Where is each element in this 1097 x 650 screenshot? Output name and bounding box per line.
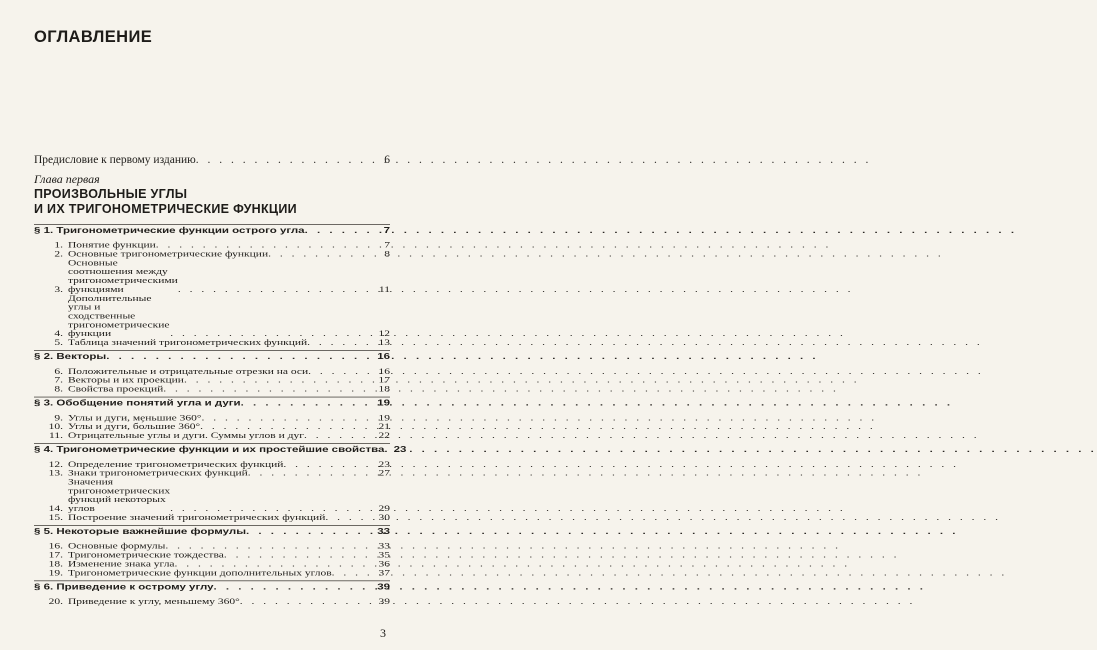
item-page: 30 [378, 513, 390, 523]
leader-dots [163, 385, 374, 394]
item-number: 16. [48, 542, 63, 551]
item-number: 7. [54, 376, 63, 385]
toc-section [34, 443, 407, 525]
chapter-title-line-2: И ИХ ТРИГОНОМЕТРИЧЕСКИЕ ФУНКЦИИ [34, 202, 297, 216]
toc-item [34, 250, 390, 259]
leader-dots [165, 542, 374, 551]
leader-dots [332, 569, 374, 578]
section-heading [34, 226, 390, 236]
toc-item [34, 294, 390, 338]
toc-item [34, 513, 390, 522]
leader-dots [224, 551, 374, 560]
section-title: § 3. Обобщение понятий угла и дуги [34, 398, 241, 408]
item-title: Основные тригонометрические функции [68, 249, 269, 259]
leader-dots [268, 250, 374, 259]
leader-dots [308, 367, 374, 376]
item-page: 29 [378, 504, 390, 514]
page-title: ОГЛАВЛЕНИЕ [34, 28, 153, 46]
item-page: 17 [378, 376, 390, 385]
leader-dots [304, 431, 374, 440]
item-title: Положительные и отрицательные отрезки на оси [68, 367, 309, 377]
toc-item [34, 551, 390, 560]
item-page: 21 [378, 422, 390, 432]
leader-dots [200, 423, 374, 432]
section-page: 33 [377, 527, 390, 537]
leader-dots [325, 513, 374, 522]
item-number: 9. [54, 413, 63, 423]
item-number: 11. [49, 431, 63, 441]
toc-item [34, 241, 390, 250]
table-of-contents [34, 224, 407, 609]
item-number: 20. [48, 597, 63, 607]
toc-section [34, 350, 390, 396]
preface-entry [34, 154, 390, 166]
item-title: Знаки тригонометрических функций [68, 469, 248, 478]
toc-item [34, 597, 390, 606]
section-page: 39 [377, 582, 390, 592]
item-page: 7 [384, 240, 390, 250]
leader-dots [175, 560, 374, 569]
section-page: 7 [383, 226, 390, 236]
item-number: 19. [48, 568, 63, 578]
item-title: Значения тригонометрических функций некоторых углов [68, 477, 171, 514]
item-title: Дополнительные углы и сходственные тригонометрические функции [68, 294, 170, 339]
preface-title: Предисловие к первому изданию [34, 154, 196, 166]
item-number: 13. [48, 469, 63, 478]
item-page: 11 [378, 285, 390, 295]
page-number: 3 [380, 626, 386, 640]
item-number: 14. [48, 504, 63, 514]
section-heading [34, 445, 407, 455]
leader-dots [170, 504, 374, 513]
toc-item [34, 367, 390, 376]
item-title: Таблица значений тригонометрических функций [68, 338, 308, 348]
section-heading [34, 399, 390, 409]
item-page: 8 [384, 249, 390, 259]
section-title: § 2. Векторы [34, 352, 107, 362]
toc-item [34, 542, 390, 551]
item-page: 19 [378, 413, 390, 423]
item-number: 6. [54, 367, 63, 377]
toc-item [34, 423, 390, 432]
item-title: Отрицательные углы и дуги. Суммы углов и дуг [68, 431, 304, 441]
toc-item [34, 560, 390, 569]
toc-section [34, 525, 390, 580]
chapter-title-line-1: ПРОИЗВОЛЬНЫЕ УГЛЫ [34, 187, 188, 201]
item-title: Понятие функции [68, 240, 156, 250]
item-page: 36 [378, 559, 390, 569]
toc-section [34, 397, 390, 443]
item-page: 35 [378, 550, 390, 560]
item-title: Свойства проекций [68, 384, 164, 394]
item-title: Тригонометрические функции дополнительных углов [68, 568, 332, 578]
section-heading [34, 583, 390, 593]
item-number: 4. [54, 329, 63, 339]
item-number: 8. [54, 384, 63, 394]
toc-item [34, 469, 390, 478]
section-page: 19 [377, 398, 390, 408]
item-number: 17. [48, 550, 63, 560]
leader-dots [241, 399, 374, 409]
item-number: 2. [54, 249, 63, 259]
leader-dots [184, 376, 374, 385]
section-heading [34, 352, 390, 362]
toc-item [34, 385, 390, 394]
item-title: Приведение к углу, меньшему 360° [68, 597, 240, 607]
item-number: 5. [54, 338, 63, 348]
toc-item [34, 569, 390, 578]
toc-item [34, 376, 390, 385]
section-title: § 6. Приведение к острому углу [34, 582, 214, 592]
item-page: 18 [378, 384, 390, 394]
item-title: Углы и дуги, меньшие 360° [68, 413, 202, 423]
item-title: Изменение знака угла [68, 559, 175, 569]
toc-item [34, 338, 390, 347]
section-title: § 5. Некоторые важнейшие формулы [34, 527, 247, 537]
leader-dots [246, 527, 374, 537]
item-page: 33 [378, 542, 390, 551]
item-page: 23 [378, 460, 390, 470]
item-page: 12 [378, 329, 390, 339]
toc-item [34, 460, 390, 469]
section-heading [34, 527, 390, 537]
item-page: 27 [378, 469, 390, 478]
section-title: § 4. Тригонометрические функции и их простейшие свойства [34, 445, 385, 455]
leader-dots [248, 469, 374, 478]
item-title: Тригонометрические тождества [68, 550, 224, 560]
item-page: 13 [378, 338, 390, 348]
item-number: 3. [54, 285, 63, 295]
toc-item [34, 431, 390, 440]
item-title: Векторы и их проекции [68, 376, 184, 385]
leader-dots [201, 414, 374, 423]
leader-dots [305, 226, 374, 236]
section-page: 23 [393, 445, 407, 455]
leader-dots [283, 460, 374, 469]
toc-item [34, 478, 390, 513]
item-page: 39 [378, 597, 390, 607]
leader-dots [240, 597, 374, 606]
leader-dots [170, 330, 374, 339]
item-number: 10. [48, 422, 63, 432]
leader-dots [156, 241, 374, 250]
book-page [0, 0, 410, 650]
toc-section [34, 580, 390, 609]
item-page: 16 [378, 367, 390, 377]
item-title: Основные соотношения между тригонометрическими функциями [68, 258, 178, 295]
leader-dots [178, 285, 374, 294]
chapter-title [34, 187, 390, 217]
item-number: 15. [48, 513, 63, 523]
leader-dots [196, 154, 374, 166]
preface-page: 6 [384, 154, 390, 166]
item-title: Построение значений тригонометрических функций [68, 513, 326, 523]
item-number: 1. [54, 240, 63, 250]
leader-dots [214, 583, 375, 593]
toc-section [34, 224, 390, 350]
item-title: Основные формулы [68, 542, 166, 551]
item-title: Углы и дуги, бо́льшие 360° [68, 422, 201, 432]
item-number: 12. [48, 460, 63, 470]
item-page: 37 [378, 568, 390, 578]
section-page: 16 [377, 352, 390, 362]
leader-dots [106, 352, 374, 362]
item-number: 18. [48, 559, 63, 569]
item-title: Определение тригонометрических функций [68, 460, 284, 470]
item-page: 22 [378, 431, 390, 441]
section-title: § 1. Тригонометрические функции острого угла [34, 226, 305, 236]
toc-item [34, 414, 390, 423]
leader-dots [307, 338, 374, 347]
chapter-label: Глава первая [34, 172, 100, 186]
toc-item [34, 259, 390, 294]
